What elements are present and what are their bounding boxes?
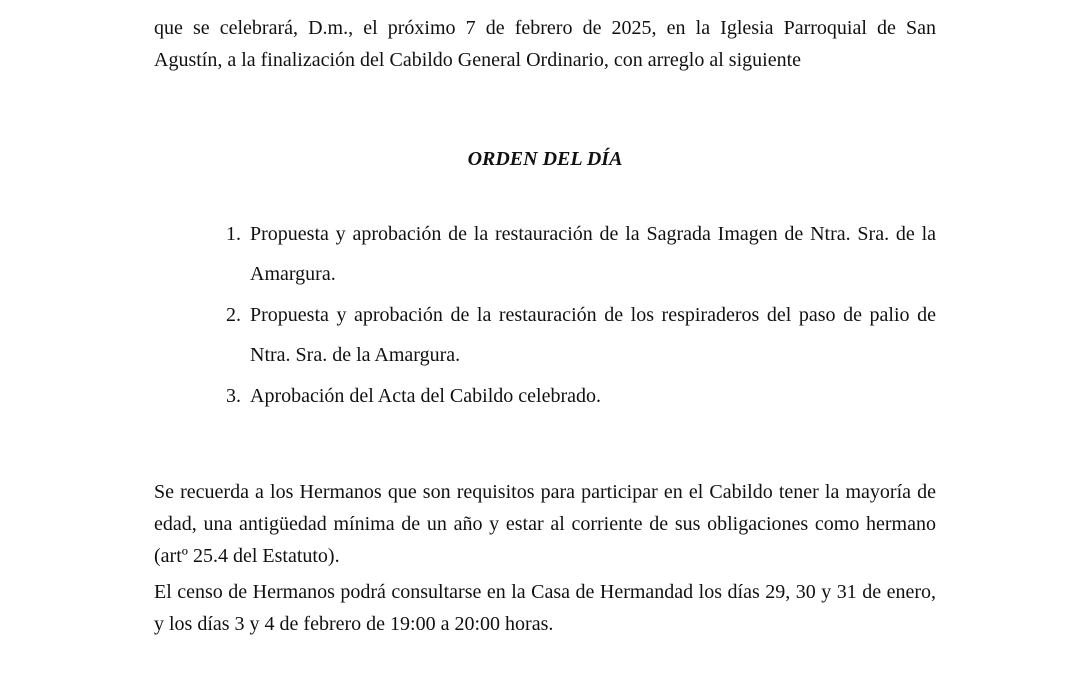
agenda-item-1 (214, 214, 936, 294)
agenda-item-number: 1. (226, 223, 241, 245)
agenda-item-text: Propuesta y aprobación de la restauración de los respiraderos del paso de palio de Ntra. Sra. de la Amargura. (250, 304, 936, 366)
census-paragraph: El censo de Hermanos podrá consultarse en la Casa de Hermandad los días 29, 30 y 31 de enero, y los días 3 y 4 de febrero de 19:00 a 20:00 horas. (154, 581, 936, 635)
intro-paragraph (154, 12, 936, 76)
intro-line-1: que se celebrará, D.m., el próximo 7 de febrero de 2025, en la Iglesia Parroquial de San (154, 17, 936, 39)
agenda-item-3 (214, 376, 936, 416)
agenda-item-number: 3. (226, 385, 241, 407)
agenda-item-2 (214, 295, 936, 375)
agenda-item-text: Propuesta y aprobación de la restauración de la Sagrada Imagen de Ntra. Sra. de la Amargura. (250, 223, 936, 285)
agenda-list (214, 214, 936, 417)
intro-line-2: Agustín, a la finalización del Cabildo General Ordinario, con arreglo al siguiente (154, 49, 802, 71)
agenda-heading: ORDEN DEL DÍA (467, 148, 623, 170)
agenda-item-number: 2. (226, 304, 241, 326)
agenda-item-text: Aprobación del Acta del Cabildo celebrado. (250, 385, 601, 407)
requirements-paragraph: Se recuerda a los Hermanos que son requisitos para participar en el Cabildo tener la mayoría de edad, una antigüedad mínima de un año y estar al corriente de sus obligaciones como hermano (artº 25.4 del Estatuto). (154, 481, 936, 567)
